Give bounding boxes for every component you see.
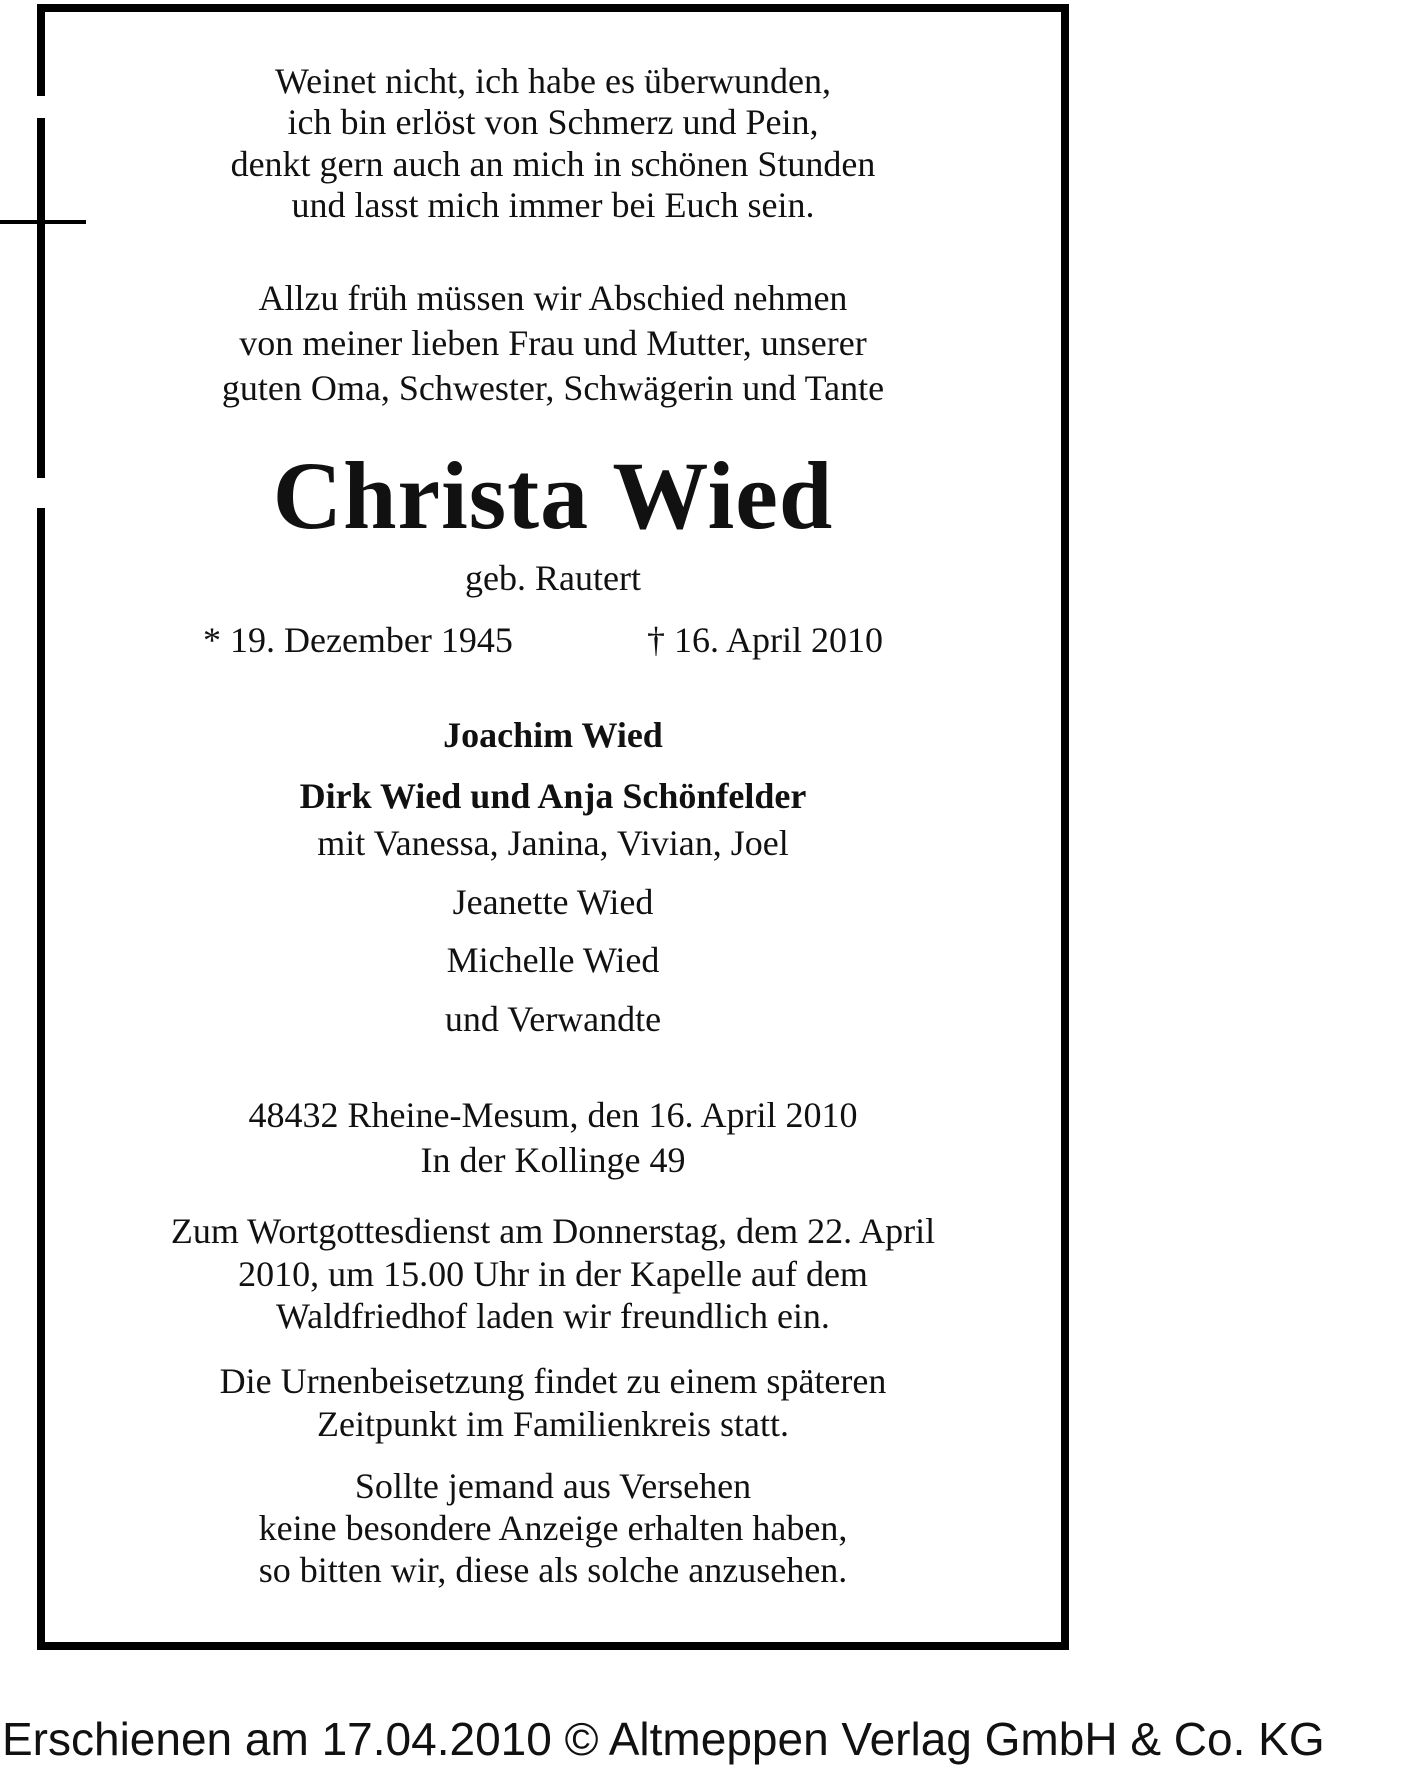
- frame-border-left: [37, 4, 45, 96]
- notice-line: keine besondere Anzeige erhalten haben,: [258, 1508, 848, 1548]
- urn-line: Zeitpunkt im Familienkreis statt.: [317, 1404, 789, 1444]
- mourner-relatives: und Verwandte: [444, 999, 662, 1039]
- urn-line: Die Urnenbeisetzung findet zu einem späteren: [219, 1361, 887, 1401]
- deceased-name: Christa Wied: [272, 442, 834, 549]
- frame-border-top: [37, 4, 1069, 12]
- poem-line: Weinet nicht, ich habe es überwunden,: [275, 61, 831, 101]
- frame-border-left: [37, 508, 45, 1650]
- mourner-spouse: Joachim Wied: [443, 715, 663, 755]
- mourner-daughter: Jeanette Wied: [452, 882, 654, 922]
- service-line: Waldfriedhof laden wir freundlich ein.: [276, 1296, 830, 1336]
- address-line: In der Kollinge 49: [420, 1140, 686, 1180]
- service-line: Zum Wortgottesdienst am Donnerstag, dem 22. April: [170, 1211, 936, 1251]
- frame-border-bottom: [37, 1642, 1069, 1650]
- intro-line: Allzu früh müssen wir Abschied nehmen: [258, 278, 848, 318]
- death-date: † 16. April 2010: [647, 620, 884, 660]
- service-line: 2010, um 15.00 Uhr in der Kapelle auf dem: [238, 1254, 868, 1294]
- poem-line: denkt gern auch an mich in schönen Stunden: [230, 144, 876, 184]
- poem-line: ich bin erlöst von Schmerz und Pein,: [287, 102, 819, 142]
- poem-line: und lasst mich immer bei Euch sein.: [291, 185, 815, 225]
- notice-line: Sollte jemand aus Versehen: [354, 1466, 752, 1506]
- frame-border-right: [1061, 4, 1069, 1650]
- intro-line: von meiner lieben Frau und Mutter, unserer: [239, 323, 867, 363]
- notice-line: so bitten wir, diese als solche anzusehen.: [258, 1550, 848, 1590]
- mourner-grandchildren: mit Vanessa, Janina, Vivian, Joel: [317, 823, 789, 863]
- frame-border-left: [37, 118, 45, 478]
- birth-date: * 19. Dezember 1945: [203, 620, 513, 660]
- birth-name: geb. Rautert: [465, 558, 641, 598]
- intro-line: guten Oma, Schwester, Schwägerin und Tante: [221, 368, 885, 408]
- address-line: 48432 Rheine-Mesum, den 16. April 2010: [248, 1095, 858, 1135]
- publication-footer: Erschienen am 17.04.2010 © Altmeppen Verlag GmbH & Co. KG: [2, 1713, 1325, 1765]
- mourner-son-family: Dirk Wied und Anja Schönfelder: [299, 776, 807, 816]
- mourner-daughter: Michelle Wied: [446, 940, 660, 980]
